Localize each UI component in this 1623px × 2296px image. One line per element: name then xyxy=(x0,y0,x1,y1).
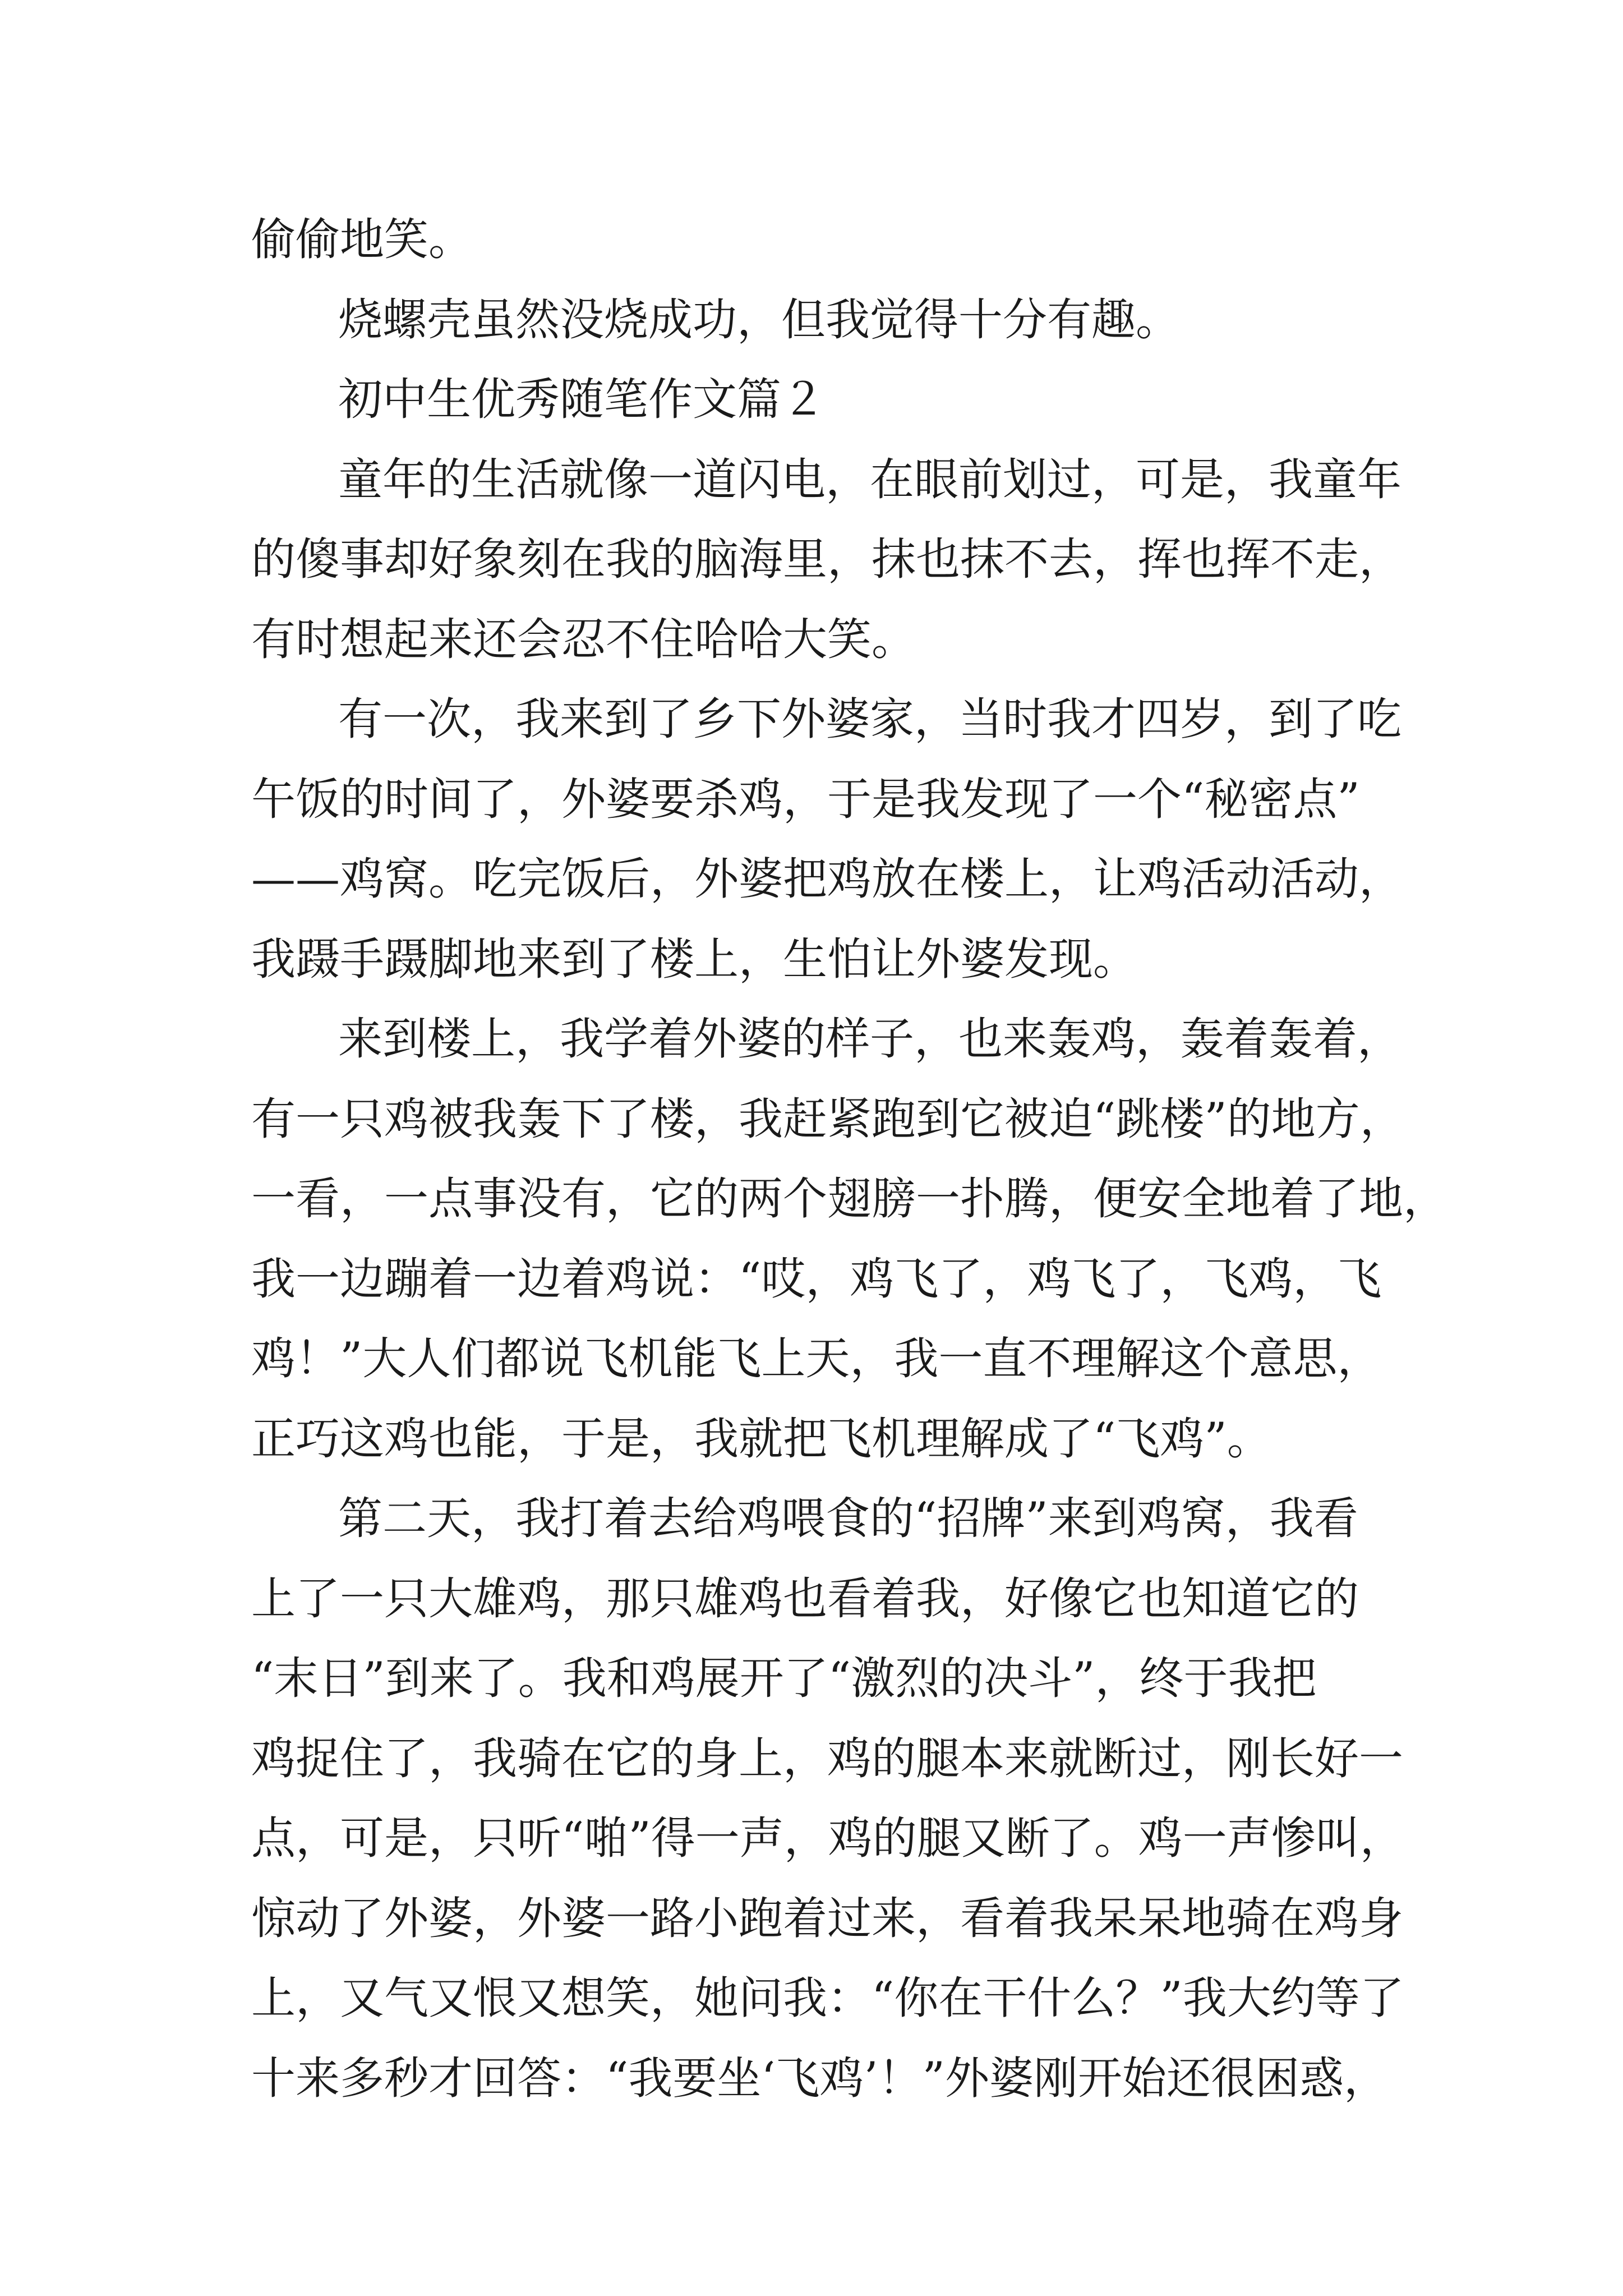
text-line: 一看，一点事没有，它的两个翅膀一扑腾，便安全地着了地， xyxy=(251,1173,1447,1225)
text-line: 上，又气又恨又想笑，她问我：“你在干什么？”我大约等了 xyxy=(251,1972,1404,2024)
paragraph xyxy=(251,280,1373,360)
paragraph xyxy=(251,200,1373,280)
text-line: 十来多秒才回答：“我要坐‘飞鸡’！”外婆刚开始还很困惑， xyxy=(251,2052,1388,2104)
text-line: 鸡捉住了，我骑在它的身上，鸡的腿本来就断过，刚长好一 xyxy=(251,1732,1403,1784)
text-line: “末日”到来了。我和鸡展开了“激烈的决斗”，终于我把 xyxy=(251,1653,1317,1704)
text-line: 正巧这鸡也能，于是，我就把飞机理解成了“飞鸡”。 xyxy=(251,1412,1271,1465)
text-line: 的傻事却好象刻在我的脑海里，抹也抹不去，挥也挥不走， xyxy=(251,533,1403,585)
text-line: 来到楼上，我学着外婆的样子，也来轰鸡，轰着轰着， xyxy=(338,1013,1401,1065)
text-line: 鸡！”大人们都说飞机能飞上天，我一直不理解这个意思， xyxy=(251,1333,1382,1384)
paragraph xyxy=(251,1479,1404,2118)
text-line: 第二天，我打着去给鸡喂食的“招牌”来到鸡窝，我看 xyxy=(338,1493,1358,1544)
text-line: 有一只鸡被我轰下了楼，我赶紧跑到它被迫“跳楼”的地方， xyxy=(251,1093,1404,1145)
text-line: 有时想起来还会忍不住哈哈大笑。 xyxy=(251,613,916,665)
paragraph xyxy=(251,440,1403,680)
text-line: 惊动了外婆，外婆一路小跑着过来，看着我呆呆地骑在鸡身 xyxy=(251,1892,1403,1944)
text-line: 我一边蹦着一边着鸡说：“哎，鸡飞了，鸡飞了，飞鸡，飞 xyxy=(251,1253,1382,1305)
paragraph xyxy=(251,679,1403,999)
text-line: 偷偷地笑。 xyxy=(251,214,473,265)
text-line: ——鸡窝。吃完饭后，外婆把鸡放在楼上，让鸡活动活动， xyxy=(251,853,1403,905)
paragraph xyxy=(251,999,1447,1479)
essay-body xyxy=(251,200,1447,2118)
text-line: 点，可是，只听“啪”得一声，鸡的腿又断了。鸡一声惨叫， xyxy=(251,1812,1404,1864)
text-line: 上了一只大雄鸡，那只雄鸡也看着我，好像它也知道它的 xyxy=(251,1572,1359,1625)
text-line: 童年的生活就像一道闪电，在眼前划过，可是，我童年 xyxy=(338,453,1401,505)
text-line: 我蹑手蹑脚地来到了楼上，生怕让外婆发现。 xyxy=(251,933,1137,985)
heading-text: 初中生优秀随笔作文篇２ xyxy=(338,374,826,425)
section-heading xyxy=(251,360,1373,440)
text-line: 有一次，我来到了乡下外婆家，当时我才四岁，到了吃 xyxy=(338,693,1401,745)
text-line: 午饭的时间了，外婆要杀鸡，于是我发现了一个“秘密点” xyxy=(251,773,1360,825)
text-line: 烧螺壳虽然没烧成功，但我觉得十分有趣。 xyxy=(338,293,1180,346)
